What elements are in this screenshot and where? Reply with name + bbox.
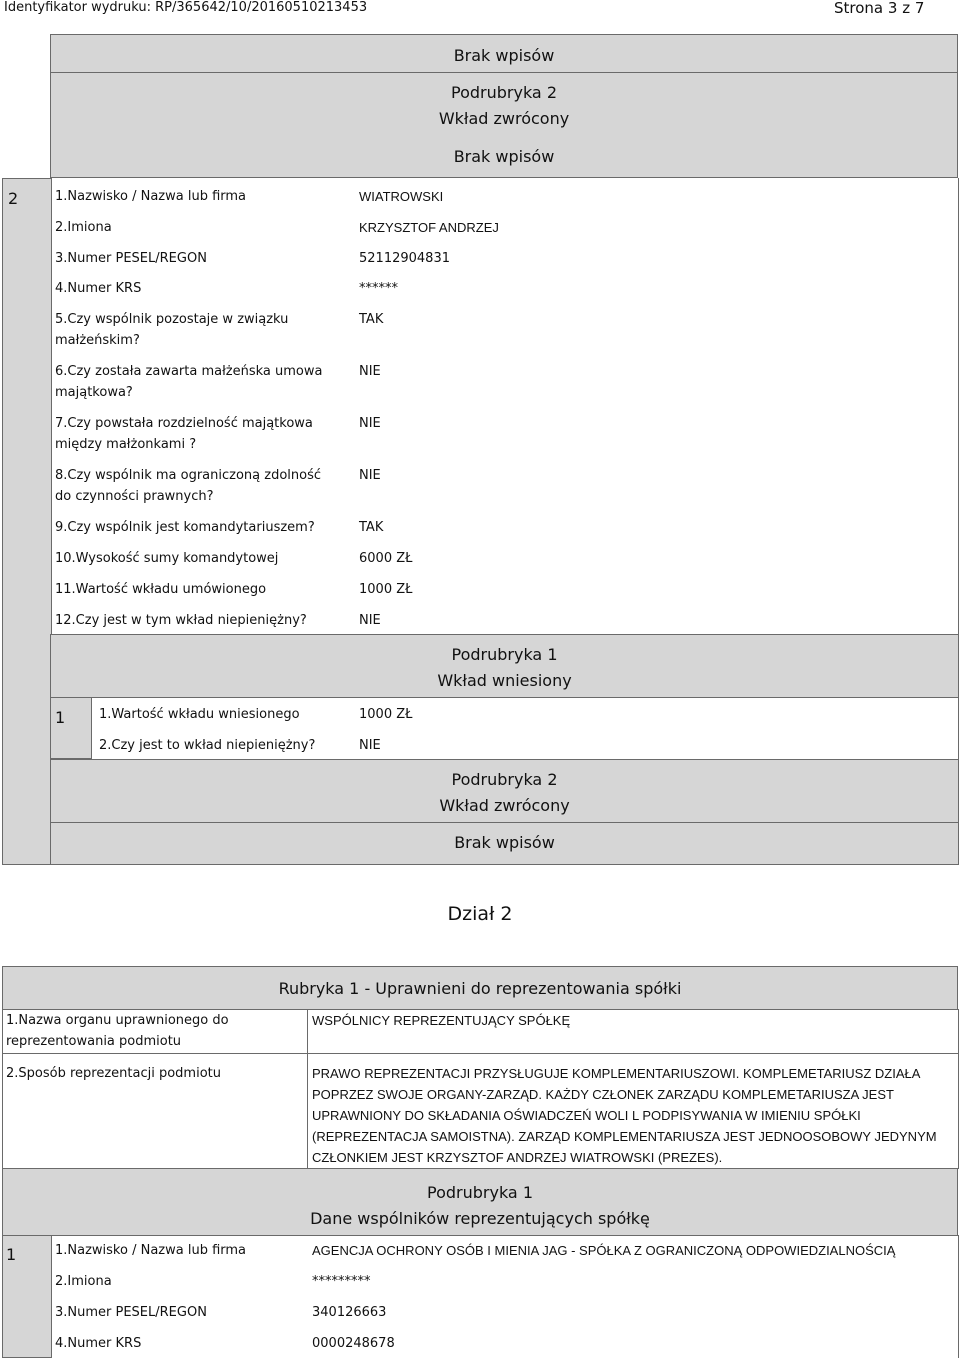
partner-value-pesel: 340126663 (312, 1305, 387, 1320)
entry-label-agreed-contribution: 11.Wartość wkładu umówionego (55, 582, 267, 597)
brak-wpisow-1: Brak wpisów (453, 46, 555, 65)
entry-label-limited-sum: 10.Wysokość sumy komandytowej (55, 551, 279, 566)
partner-label-krs: 4.Numer KRS (55, 1336, 142, 1351)
entry-value-legal-capacity: NIE (359, 468, 381, 483)
partner-label-pesel: 3.Numer PESEL/REGON (55, 1305, 207, 1320)
entry-value-limited-sum: 6000 ZŁ (359, 551, 413, 566)
entry-label-name: 1.Nazwisko / Nazwa lub firma (55, 189, 247, 204)
entry-label-marriage: 5.Czy wspólnik pozostaje w związku małżeńskim? (55, 312, 289, 348)
rubric-1-title: Rubryka 1 - Uprawnieni do reprezentowania spółki (278, 979, 682, 998)
print-identifier: Identyfikator wydruku: RP/365642/10/20160510213453 (4, 0, 368, 15)
rep-organ-label: 1.Nazwa organu uprawnionego do reprezentowania podmiotu (6, 1013, 229, 1049)
entry-label-separation: 7.Czy powstała rozdzielność majątkowa między małżonkami ? (55, 416, 313, 452)
partner-value-krs: 0000248678 (312, 1336, 395, 1351)
entry-value-pesel: 52112904831 (359, 251, 450, 266)
entry-value-limited-partner: TAK (359, 520, 384, 535)
entry-value-non-cash: NIE (359, 613, 381, 628)
subrubric-1-subtitle: Wkład wniesiony (437, 671, 572, 690)
rep-organ-value: WSPÓLNICY REPREZENTUJĄCY SPÓŁKĘ (312, 1013, 571, 1028)
partner-label-first-names: 2.Imiona (55, 1274, 112, 1289)
entry-label-legal-capacity: 8.Czy wspólnik ma ograniczoną zdolność do czynności prawnych? (55, 468, 322, 504)
subrubric-2-empty: Brak wpisów (454, 833, 555, 852)
contribution-label-value: 1.Wartość wkładu wniesionego (99, 707, 300, 722)
rep-method-value: PRAWO REPREZENTACJI PRZYSŁUGUJE KOMPLEMENTARIUSZOWI. KOMPLEMETARIUSZ DZIAŁA POPRZEZ SWOJE ORGANY-ZARZĄD. KAŻDY CZŁONEK ZARZĄDU KOMPLEMETARIUSZA JEST UPRAWNIONY DO SKŁADANIA OŚWIADCZEŃ WOLI L PODPISYWANIA W IMIENIU SPÓŁKI (REPREZENTACJA SAMOISTNA). ZARZĄD KOMPLEMENTARIUSZA JEST JEDNOOSOBOWY JEDYNYM CZŁONKIEM JEST KRZYSZTOF ANDRZEJ WIATROWSKI (PREZES). (312, 1066, 937, 1165)
contribution-value-non-cash: NIE (359, 738, 381, 753)
subrubric-2-title: Podrubryka 2 (451, 770, 558, 789)
entry-label-krs: 4.Numer KRS (55, 281, 142, 296)
contribution-label-non-cash: 2.Czy jest to wkład niepieniężny? (99, 738, 316, 753)
rep-method-label: 2.Sposób reprezentacji podmiotu (6, 1066, 221, 1081)
entry-label-limited-partner: 9.Czy wspólnik jest komandytariuszem? (55, 520, 315, 535)
subrubric-2-subtitle: Wkład zwrócony (439, 796, 570, 815)
subrubric-1-number: 1 (55, 708, 66, 727)
entry-label-marital-contract: 6.Czy została zawarta małżeńska umowa majątkowa? (55, 364, 323, 400)
entry-value-name: WIATROWSKI (359, 189, 444, 204)
subrubric-2-title-top: Podrubryka 2 (451, 83, 557, 102)
entry-label-non-cash: 12.Czy jest w tym wkład niepieniężny? (55, 613, 307, 628)
entry-label-pesel: 3.Numer PESEL/REGON (55, 251, 207, 266)
entry-value-krs: ****** (359, 281, 398, 296)
partners-number: 1 (6, 1245, 17, 1264)
entry-label-first-names: 2.Imiona (55, 220, 112, 235)
page-number: Strona 3 z 7 (834, 0, 925, 17)
partner-value-name: AGENCJA OCHRONY OSÓB I MIENIA JAG - SPÓŁKA Z OGRANICZONĄ ODPOWIEDZIALNOŚCIĄ (312, 1243, 896, 1258)
entry-value-agreed-contribution: 1000 ZŁ (359, 582, 413, 597)
subrubric-2-subtitle-top: Wkład zwrócony (438, 109, 570, 128)
entry-value-first-names: KRZYSZTOF ANDRZEJ (359, 220, 499, 235)
entry-value-marital-contract: NIE (359, 364, 381, 379)
partner-label-name: 1.Nazwisko / Nazwa lub firma (55, 1243, 247, 1258)
entry-number: 2 (8, 189, 19, 208)
partners-subrubric-subtitle: Dane wspólników reprezentujących spółkę (310, 1209, 650, 1228)
entry-value-marriage: TAK (359, 312, 384, 327)
entry-number-column (2, 178, 52, 865)
partners-subrubric-title: Podrubryka 1 (427, 1183, 533, 1202)
partner-value-first-names: ********* (312, 1274, 371, 1289)
contribution-value: 1000 ZŁ (359, 707, 413, 722)
subrubric-1-title: Podrubryka 1 (451, 645, 558, 664)
entry-value-separation: NIE (359, 416, 381, 431)
section-title: Dział 2 (447, 903, 513, 925)
brak-wpisow-2: Brak wpisów (453, 147, 555, 166)
